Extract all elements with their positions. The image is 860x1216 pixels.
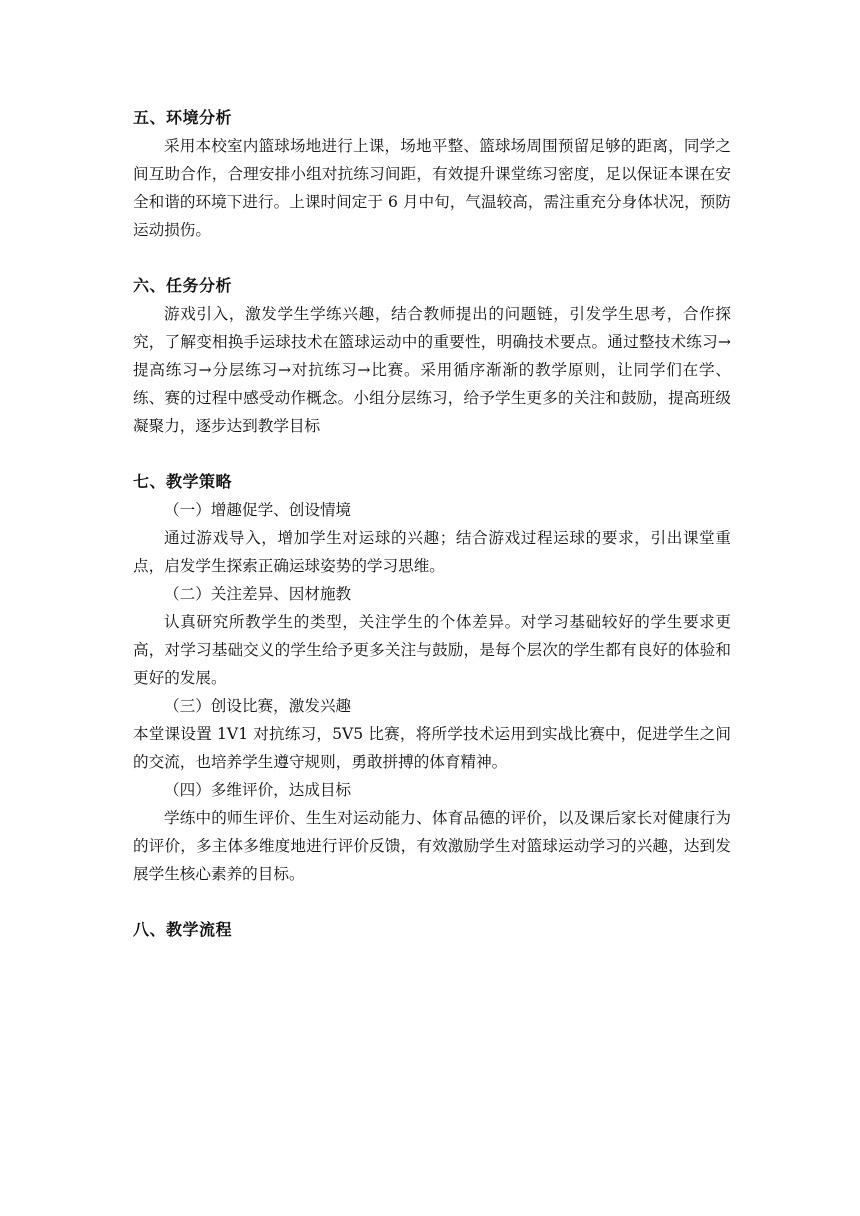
strategy-subtitle: （一）增趣促学、创设情境: [164, 501, 352, 519]
section-paragraph: 采用本校室内篮球场地进行上课，场地平整、篮球场周围预留足够的距离，同学之间互助合作，合理安排小组对抗练习间距，有效提升课堂练习密度，足以保证本课在安全和谐的环境下进行。上课时间定于 6 月中旬，气温较高，需注重充分身体状况，预防运动损伤。: [133, 137, 731, 239]
section-paragraph: 游戏引入，激发学生学练兴趣，结合教师提出的问题链，引发学生思考，合作探究，了解变相换手运球技术在篮球运动中的重要性，明确技术要点。通过整技术练习→提高练习→分层练习→对抗练习→比赛。采用循序渐渐的教学原则，让同学们在学、练、赛的过程中感受动作概念。小组分层练习，给予学生更多的关注和鼓励，提高班级凝聚力，逐步达到教学目标: [133, 305, 731, 435]
spacer: [133, 440, 731, 468]
section-heading: 六、任务分析: [133, 276, 233, 295]
strategy-paragraph: 通过游戏导入，增加学生对运球的兴趣；结合游戏过程运球的要求，引出课堂重点，启发学生探索正确运球姿势的学习思维。: [133, 529, 731, 575]
section-task-analysis: [133, 272, 731, 440]
section-environment-analysis: [133, 104, 731, 244]
section-heading: 七、教学策略: [133, 472, 233, 491]
strategy-paragraph: 本堂课设置 1V1 对抗练习，5V5 比赛，将所学技术运用到实战比赛中，促进学生之间的交流，也培养学生遵守规则，勇敢拼搏的体育精神。: [133, 725, 731, 771]
section-teaching-process: [133, 916, 731, 944]
strategy-subtitle: （三）创设比赛，激发兴趣: [164, 697, 352, 715]
section-teaching-strategy: [133, 468, 731, 888]
section-heading: 五、环境分析: [133, 108, 233, 127]
strategy-subtitle: （二）关注差异、因材施教: [164, 585, 352, 603]
document-page: [133, 104, 731, 944]
strategy-paragraph: 学练中的师生评价、生生对运动能力、体育品德的评价，以及课后家长对健康行为的评价，多主体多维度地进行评价反馈，有效激励学生对篮球运动学习的兴趣，达到发展学生核心素养的目标。: [133, 809, 731, 883]
section-heading: 八、教学流程: [133, 920, 233, 939]
strategy-paragraph: 认真研究所教学生的类型，关注学生的个体差异。对学习基础较好的学生要求更高，对学习基础交义的学生给予更多关注与鼓励，是每个层次的学生都有良好的体验和更好的发展。: [133, 613, 731, 687]
strategy-subtitle: （四）多维评价，达成目标: [164, 781, 352, 799]
spacer: [133, 888, 731, 916]
spacer: [133, 244, 731, 272]
